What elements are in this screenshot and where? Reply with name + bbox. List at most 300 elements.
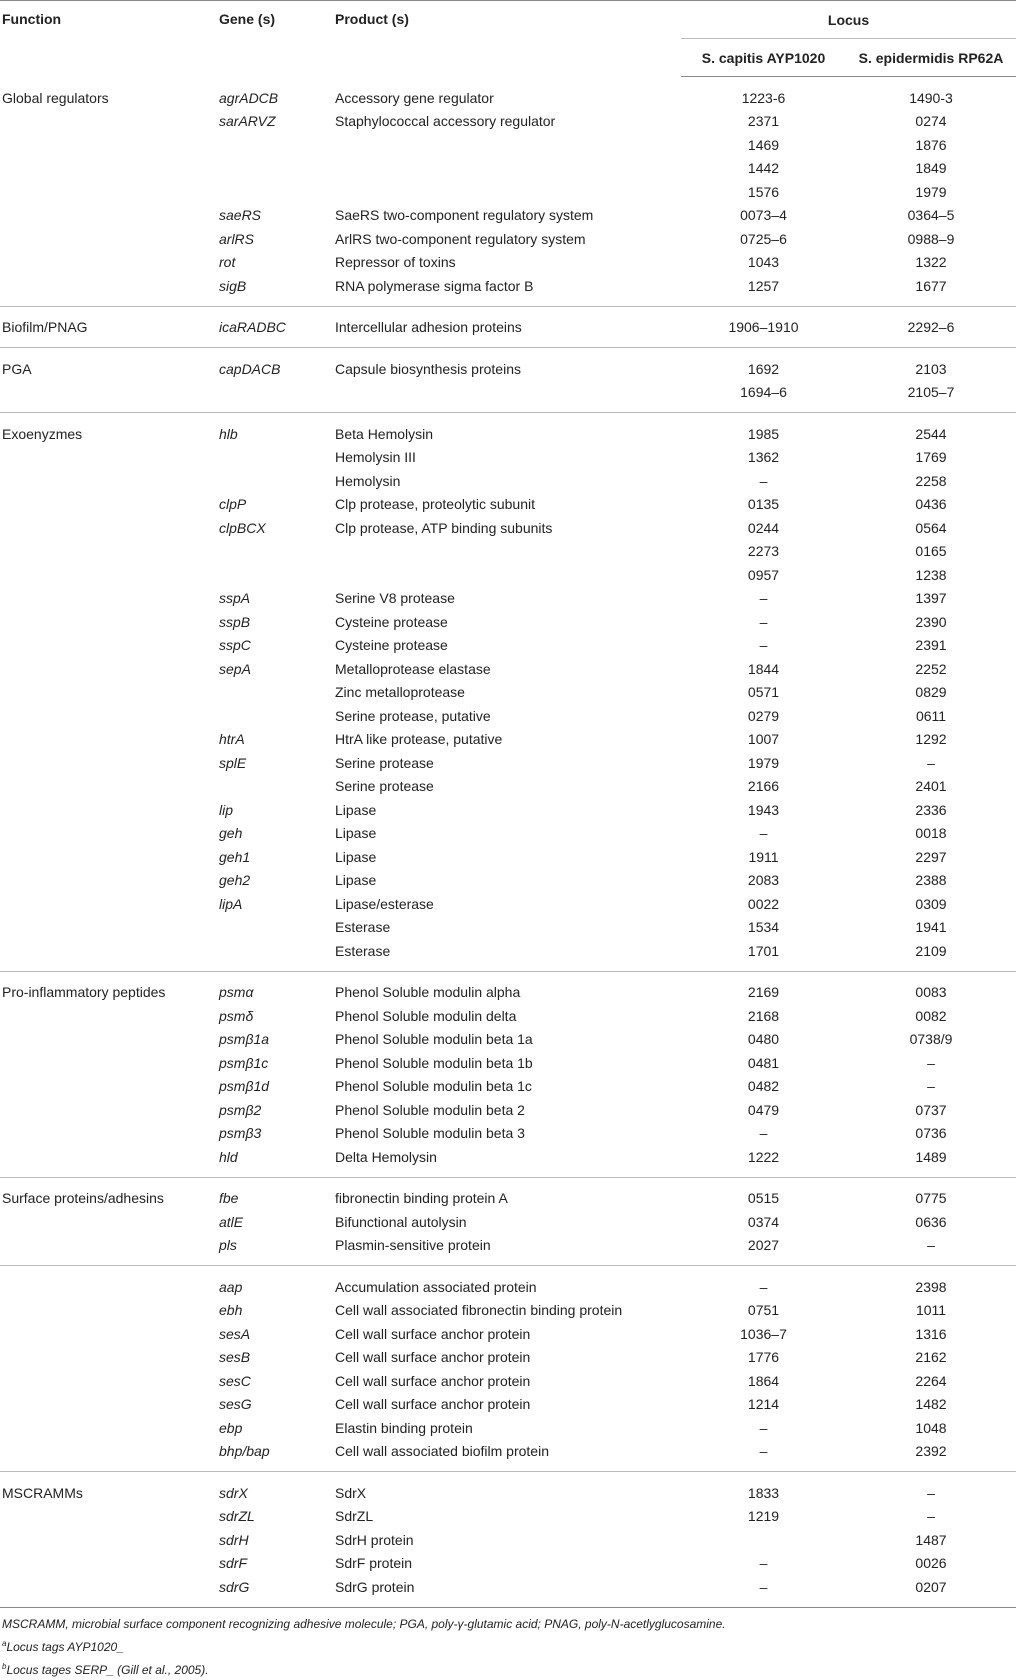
spacer-cell [681,1177,846,1187]
cell-function [0,180,219,204]
cell-gene: psmβ1c [219,1054,269,1071]
cell-product [335,133,681,157]
cell-product: Cell wall surface anchor protein [335,1325,531,1342]
spacer-cell [846,1599,1016,1608]
cell-product: Intercellular adhesion proteins [335,319,522,336]
spacer-cell [335,1463,681,1472]
cell-capitis-locus: 2166 [747,778,780,795]
cell-function [0,110,219,134]
cell-product: Staphylococcal accessory regulator [335,113,556,130]
cell-product: Plasmin-sensitive protein [335,1237,491,1254]
table-row [0,133,1016,157]
cell-gene: psmα [219,984,254,1001]
cell-epidermidis-locus: 2264 [915,1372,947,1389]
table-row [0,1075,1016,1099]
spacer-cell [0,1472,219,1482]
spacer-cell [681,404,846,413]
spacer-cell [335,306,681,316]
spacer-cell [846,77,1016,87]
cell-function [0,587,219,611]
cell-function: Biofilm/PNAG [2,319,88,336]
cell-gene: hlb [219,425,238,442]
cell-product: Hemolysin III [335,449,416,466]
spacer-cell [681,1257,846,1266]
cell-product: SdrZL [335,1508,374,1525]
cell-epidermidis-locus: 0082 [915,1007,947,1024]
cell-capitis-locus: – [759,613,768,630]
cell-function [0,1575,219,1599]
cell-epidermidis-locus: 0026 [915,1555,947,1572]
spacer-row [0,1463,1016,1472]
spacer-cell [219,1472,335,1482]
spacer-cell [219,348,335,358]
spacer-row [0,413,1016,423]
cell-epidermidis-locus: – [927,1484,935,1501]
cell-gene: sdrF [219,1555,247,1572]
table-row [0,981,1016,1005]
cell-capitis-locus: 1985 [747,425,780,442]
cell-gene [219,381,335,405]
spacer-row [0,1257,1016,1266]
spacer-cell [335,971,681,981]
cell-capitis-locus: 1864 [747,1372,780,1389]
cell-function [0,751,219,775]
cell-function [0,493,219,517]
cell-function [0,798,219,822]
cell-gene: saeRS [219,207,262,224]
cell-capitis-locus: – [759,1578,768,1595]
cell-epidermidis-locus: – [927,754,935,771]
cell-capitis-locus: 0957 [747,566,780,583]
cell-gene [219,563,335,587]
spacer-cell [681,1266,846,1276]
cell-epidermidis-locus: 1941 [915,919,947,936]
cell-product: Phenol Soluble modulin beta 1b [335,1054,533,1071]
cell-function [0,1004,219,1028]
cell-gene: clpP [219,496,247,513]
spacer-cell [846,339,1016,348]
cell-function [0,227,219,251]
cell-product: Metalloprotease elastase [335,660,491,677]
cell-product: Phenol Soluble modulin beta 1c [335,1078,532,1095]
cell-epidermidis-locus: 1849 [915,160,947,177]
spacer-cell [681,77,846,87]
spacer-cell [681,1472,846,1482]
spacer-cell [681,1463,846,1472]
table-row [0,1145,1016,1169]
cell-function [0,204,219,228]
spacer-row [0,404,1016,413]
cell-function [0,845,219,869]
cell-epidermidis-locus: 2336 [915,801,947,818]
header-function: Function [0,1,219,77]
table-row [0,916,1016,940]
cell-function [0,1440,219,1464]
cell-capitis-locus: 1534 [747,919,780,936]
spacer-cell [335,404,681,413]
spacer-cell [681,339,846,348]
spacer-cell [219,1599,335,1608]
spacer-cell [846,404,1016,413]
table-row [0,446,1016,470]
cell-gene: sspB [219,613,251,630]
spacer-cell [335,1266,681,1276]
cell-function [0,1145,219,1169]
cell-epidermidis-locus: 0738/9 [909,1031,953,1048]
table-row [0,110,1016,134]
cell-function [0,1416,219,1440]
table-row [0,1275,1016,1299]
cell-capitis-locus: 2371 [747,113,780,130]
table-row [0,357,1016,381]
cell-epidermidis-locus: 0018 [915,825,947,842]
spacer-cell [846,971,1016,981]
table-row [0,422,1016,446]
table-row [0,1346,1016,1370]
cell-gene [219,469,335,493]
spacer-cell [219,306,335,316]
spacer-cell [335,77,681,87]
table-row [0,316,1016,340]
table-row [0,822,1016,846]
cell-product: Elastin binding protein [335,1419,473,1436]
cell-gene [219,775,335,799]
cell-capitis-locus: – [759,1125,768,1142]
table-row [0,227,1016,251]
spacer-cell [335,1599,681,1608]
table-row [0,892,1016,916]
cell-epidermidis-locus: 2105–7 [907,384,955,401]
footnote-a [2,1634,1016,1657]
cell-epidermidis-locus: 1322 [915,254,947,271]
cell-function [0,1075,219,1099]
cell-product: Serine protease, putative [335,707,491,724]
cell-capitis-locus: 1906–1910 [728,319,799,336]
cell-epidermidis-locus: 0829 [915,684,947,701]
cell-epidermidis-locus: 1482 [915,1396,947,1413]
spacer-cell [0,77,219,87]
cell-capitis-locus: 0481 [747,1054,780,1071]
spacer-cell [335,298,681,307]
spacer-cell [681,1169,846,1178]
cell-capitis-locus: 1362 [747,449,780,466]
cell-function [0,1528,219,1552]
cell-product: Cell wall associated biofilm protein [335,1443,549,1460]
cell-capitis-locus: 0751 [747,1302,780,1319]
cell-product: Clp protease, proteolytic subunit [335,496,535,513]
table-row [0,1098,1016,1122]
cell-gene: sigB [219,277,247,294]
cell-function [0,634,219,658]
cell-product: Cell wall surface anchor protein [335,1396,531,1413]
footnote-a-text: Locus tags AYP1020_ [6,1639,124,1654]
table-row [0,939,1016,963]
cell-function [0,1393,219,1417]
cell-capitis-locus: 1979 [747,754,780,771]
spacer-cell [0,348,219,358]
cell-capitis-locus: 1223-6 [741,89,786,106]
table-row [0,751,1016,775]
cell-epidermidis-locus: 2544 [915,425,947,442]
header-product: Product (s) [335,1,681,77]
cell-function [0,1369,219,1393]
table-row [0,1210,1016,1234]
header-gene: Gene (s) [219,1,335,77]
spacer-cell [335,1177,681,1187]
cell-product: Beta Hemolysin [335,425,434,442]
table-row [0,381,1016,405]
cell-product: SdrG protein [335,1578,415,1595]
cell-capitis-locus: 1833 [747,1484,780,1501]
cell-product: Lipase [335,872,377,889]
cell-epidermidis-locus: 1048 [915,1419,947,1436]
cell-epidermidis-locus: 2401 [915,778,947,795]
cell-capitis-locus: 1911 [748,848,779,865]
table-row [0,1369,1016,1393]
cell-gene: sesC [219,1372,251,1389]
cell-epidermidis-locus: 0988–9 [907,230,955,247]
cell-epidermidis-locus: 0436 [915,496,947,513]
cell-product: Phenol Soluble modulin beta 2 [335,1101,525,1118]
cell-capitis-locus: 1701 [747,942,780,959]
cell-product: Lipase [335,848,377,865]
cell-capitis-locus: 1943 [747,801,780,818]
cell-epidermidis-locus: 0611 [915,707,947,724]
cell-epidermidis-locus: 2258 [915,472,947,489]
cell-capitis-locus: – [759,1419,768,1436]
cell-product: Serine V8 protease [335,590,455,607]
cell-epidermidis-locus: 1316 [915,1325,947,1342]
cell-capitis-locus: 1692 [747,360,780,377]
cell-gene: splE [219,754,247,771]
table-row [0,1187,1016,1211]
table-row [0,775,1016,799]
table-row [0,204,1016,228]
cell-epidermidis-locus: 0564 [915,519,947,536]
cell-epidermidis-locus: 2392 [915,1443,947,1460]
spacer-cell [0,413,219,423]
spacer-cell [0,1463,219,1472]
cell-capitis-locus: – [759,1555,768,1572]
cell-product [335,157,681,181]
cell-function [0,381,219,405]
cell-gene: psmβ2 [219,1101,262,1118]
cell-product: SaeRS two-component regulatory system [335,207,594,224]
table-row [0,681,1016,705]
cell-gene: sarARVZ [219,113,276,130]
cell-gene: sspC [219,637,251,654]
header-locus: Locus [681,1,1016,39]
spacer-cell [0,298,219,307]
cell-capitis-locus: 1257 [747,277,780,294]
cell-function [0,1210,219,1234]
table-row [0,634,1016,658]
table-row [0,1299,1016,1323]
cell-function [0,469,219,493]
spacer-cell [846,1463,1016,1472]
cell-product [335,540,681,564]
cell-gene: psmδ [219,1007,254,1024]
cell-gene: psmβ1d [219,1078,270,1095]
cell-epidermidis-locus: 2388 [915,872,947,889]
cell-gene: ebh [219,1302,243,1319]
cell-product: Lipase [335,801,377,818]
cell-epidermidis-locus: 2103 [915,360,947,377]
cell-function [0,540,219,564]
cell-epidermidis-locus: 1238 [915,566,947,583]
cell-epidermidis-locus: 0775 [915,1190,947,1207]
cell-function [0,728,219,752]
table-row [0,1575,1016,1599]
spacer-cell [0,1177,219,1187]
spacer-cell [846,963,1016,972]
cell-epidermidis-locus: 0737 [915,1101,947,1118]
cell-gene: sepA [219,660,251,677]
table-row [0,251,1016,275]
cell-gene: sesB [219,1349,251,1366]
cell-gene: lipA [219,895,243,912]
spacer-cell [846,298,1016,307]
cell-epidermidis-locus: 0309 [915,895,947,912]
cell-product: Esterase [335,942,391,959]
cell-gene: sdrH [219,1531,249,1548]
cell-product: Esterase [335,919,391,936]
cell-function [0,1275,219,1299]
table-row [0,704,1016,728]
spacer-cell [681,963,846,972]
cell-capitis-locus: 0479 [747,1101,780,1118]
cell-function [0,1552,219,1576]
table-row [0,869,1016,893]
spacer-cell [219,1169,335,1178]
table-row [0,1051,1016,1075]
cell-product [335,381,681,405]
cell-function [0,1299,219,1323]
cell-gene: sesG [219,1396,252,1413]
cell-product: Accessory gene regulator [335,89,494,106]
spacer-cell [681,971,846,981]
cell-function [0,563,219,587]
cell-epidermidis-locus: 1677 [915,277,947,294]
spacer-cell [219,77,335,87]
cell-function [0,274,219,298]
cell-epidermidis-locus: 0207 [915,1578,947,1595]
cell-function: Exoenyzmes [2,425,83,442]
spacer-row [0,306,1016,316]
cell-capitis-locus: – [759,1443,768,1460]
cell-product: Cell wall surface anchor protein [335,1349,531,1366]
table-row [0,1028,1016,1052]
cell-capitis-locus: 2273 [747,543,780,560]
cell-gene [219,939,335,963]
table-row [0,1481,1016,1505]
cell-product: Zinc metalloprotease [335,684,465,701]
cell-epidermidis-locus: 0165 [915,543,947,560]
cell-epidermidis-locus: 2162 [915,1349,947,1366]
table-row [0,610,1016,634]
table-row [0,157,1016,181]
cell-gene [219,133,335,157]
cell-capitis-locus: – [759,637,768,654]
spacer-cell [219,963,335,972]
table-row [0,587,1016,611]
cell-product [335,180,681,204]
cell-function [0,822,219,846]
cell-capitis-locus: 1776 [747,1349,780,1366]
cell-function [0,681,219,705]
cell-gene: psmβ1a [219,1031,270,1048]
spacer-cell [0,1169,219,1178]
cell-product: Accumulation associated protein [335,1278,537,1295]
cell-function: Global regulators [2,89,109,106]
spacer-row [0,1472,1016,1482]
cell-function: Surface proteins/adhesins [2,1190,164,1207]
cell-gene: ebp [219,1419,243,1436]
cell-epidermidis-locus: 1876 [915,136,947,153]
cell-capitis-locus: 0374 [747,1213,780,1230]
cell-epidermidis-locus: 1489 [915,1148,947,1165]
table-row [0,563,1016,587]
spacer-cell [681,413,846,423]
cell-epidermidis-locus: 0364–5 [907,207,955,224]
cell-function: MSCRAMMs [2,1484,83,1501]
cell-capitis-locus: 0725–6 [740,230,787,247]
cell-gene: psmβ3 [219,1125,262,1142]
spacer-row [0,339,1016,348]
cell-epidermidis-locus: 2398 [915,1278,947,1295]
table-row [0,274,1016,298]
header-capitis: S. capitis AYP1020 [681,39,846,77]
cell-gene: aap [219,1278,243,1295]
cell-function [0,916,219,940]
spacer-row [0,1599,1016,1608]
cell-gene: sdrG [219,1578,250,1595]
cell-product: SdrF protein [335,1555,413,1572]
cell-function [0,516,219,540]
cell-epidermidis-locus: 0083 [915,984,947,1001]
cell-epidermidis-locus: 2292–6 [907,319,955,336]
cell-capitis-locus: 0571 [747,684,780,701]
cell-product: SdrH protein [335,1531,414,1548]
cell-capitis-locus: 2027 [747,1237,780,1254]
cell-product: Cell wall associated fibronectin binding protein [335,1302,623,1319]
spacer-cell [335,1257,681,1266]
footnote-b-text: Locus tages SERP_ (Gill et al., 2005). [6,1662,209,1677]
cell-function [0,704,219,728]
cell-gene: sdrX [219,1484,248,1501]
spacer-cell [335,348,681,358]
cell-function [0,1234,219,1258]
table-row [0,1122,1016,1146]
spacer-cell [219,1177,335,1187]
table-row [0,86,1016,110]
table-footnotes [0,1614,1016,1680]
table-row [0,728,1016,752]
cell-function [0,1346,219,1370]
cell-product: Hemolysin [335,472,401,489]
cell-capitis-locus: 1007 [747,731,780,748]
table-row [0,1528,1016,1552]
spacer-cell [846,413,1016,423]
cell-capitis-locus: – [759,825,768,842]
spacer-cell [0,1266,219,1276]
table-row [0,1004,1016,1028]
spacer-cell [219,971,335,981]
cell-function [0,1122,219,1146]
spacer-row [0,1169,1016,1178]
cell-gene [219,916,335,940]
cell-function [0,892,219,916]
